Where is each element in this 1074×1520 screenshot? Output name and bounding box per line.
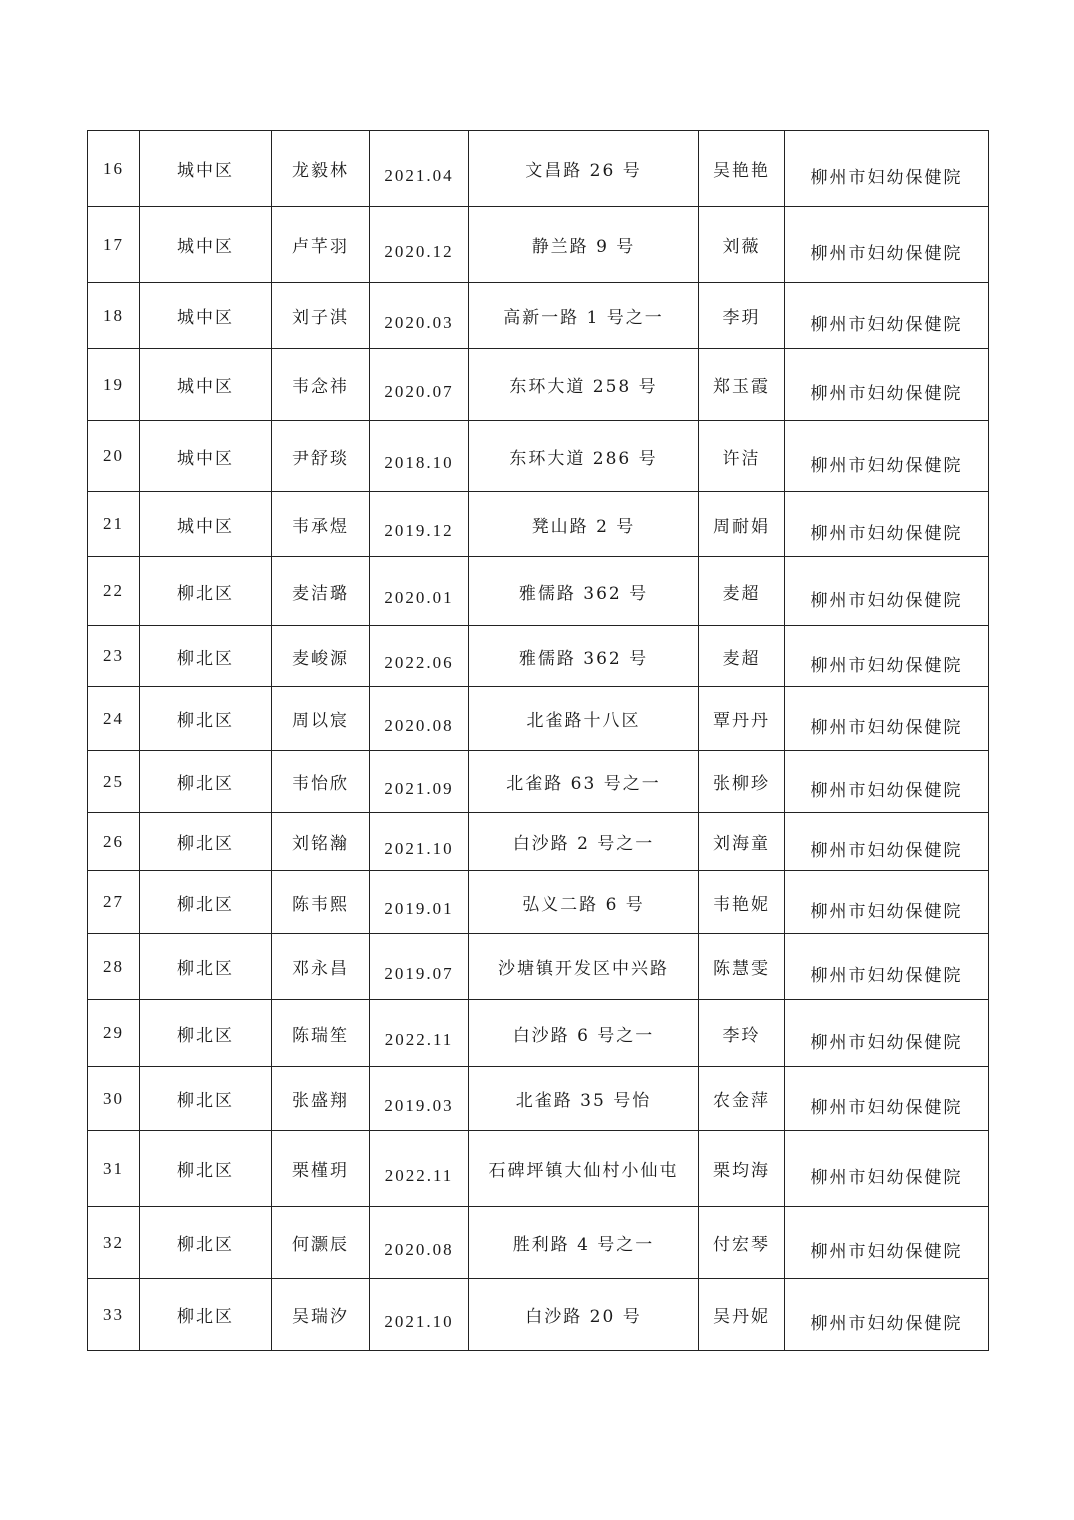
birth-date-cell-text: 2022.11 — [384, 1165, 454, 1185]
table-row — [88, 934, 989, 1000]
address-cell: 弘义二路 6 号 — [469, 871, 699, 934]
child-name-cell: 邓永昌 — [272, 934, 370, 1000]
row-number-cell: 30 — [88, 1067, 140, 1131]
child-name-cell: 尹舒琰 — [272, 421, 370, 492]
table-row — [88, 492, 989, 557]
table-row — [88, 1131, 989, 1207]
hospital-cell-text: 柳州市妇幼保健院 — [810, 244, 963, 264]
address-cell: 北雀路十八区 — [469, 687, 699, 751]
child-name-cell: 麦洁璐 — [272, 557, 370, 626]
hospital-cell — [785, 1000, 989, 1067]
child-name-cell: 陈韦熙 — [272, 871, 370, 934]
address-cell: 静兰路 9 号 — [469, 207, 699, 283]
guardian-cell: 栗均海 — [699, 1131, 785, 1207]
table-row — [88, 283, 989, 349]
hospital-cell-text: 柳州市妇幼保健院 — [810, 315, 963, 335]
row-number-cell: 18 — [88, 283, 140, 349]
hospital-cell — [785, 349, 989, 421]
child-name-cell: 刘铭瀚 — [272, 813, 370, 871]
birth-date-cell — [370, 1131, 469, 1207]
hospital-cell-text: 柳州市妇幼保健院 — [810, 1314, 963, 1334]
row-number-cell: 22 — [88, 557, 140, 626]
address-cell: 东环大道 286 号 — [469, 421, 699, 492]
hospital-cell-text: 柳州市妇幼保健院 — [810, 590, 963, 611]
district-cell: 柳北区 — [140, 871, 272, 934]
hospital-cell-text: 柳州市妇幼保健院 — [810, 655, 963, 676]
records-table — [87, 130, 989, 1351]
address-cell: 北雀路 35 号怡 — [469, 1067, 699, 1131]
district-cell: 柳北区 — [140, 626, 272, 687]
district-cell: 城中区 — [140, 492, 272, 557]
guardian-cell: 李玲 — [699, 1000, 785, 1067]
guardian-cell: 麦超 — [699, 626, 785, 687]
birth-date-cell — [370, 283, 469, 349]
table-row — [88, 1279, 989, 1351]
child-name-cell: 麦峻源 — [272, 626, 370, 687]
row-number-cell: 19 — [88, 349, 140, 421]
birth-date-cell-text: 2020.01 — [384, 588, 454, 607]
birth-date-cell-text: 2022.06 — [384, 653, 454, 672]
child-name-cell: 刘子淇 — [272, 283, 370, 349]
birth-date-cell-text: 2021.10 — [384, 838, 454, 858]
birth-date-cell — [370, 934, 469, 1000]
address-cell: 沙塘镇开发区中兴路 — [469, 934, 699, 1000]
row-number-cell: 25 — [88, 751, 140, 813]
child-name-cell: 栗槿玥 — [272, 1131, 370, 1207]
birth-date-cell-text: 2019.07 — [384, 963, 454, 983]
guardian-cell: 周耐娟 — [699, 492, 785, 557]
hospital-cell — [785, 871, 989, 934]
hospital-cell-text: 柳州市妇幼保健院 — [810, 966, 963, 986]
hospital-cell — [785, 813, 989, 871]
child-name-cell: 吴瑞汐 — [272, 1279, 370, 1351]
hospital-cell — [785, 1207, 989, 1279]
district-cell: 城中区 — [140, 207, 272, 283]
hospital-cell — [785, 1131, 989, 1207]
row-number-cell: 17 — [88, 207, 140, 283]
birth-date-cell — [370, 871, 469, 934]
hospital-cell — [785, 207, 989, 283]
row-number-cell: 26 — [88, 813, 140, 871]
table-row — [88, 557, 989, 626]
guardian-cell: 麦超 — [699, 557, 785, 626]
row-number-cell: 20 — [88, 421, 140, 492]
guardian-cell: 李玥 — [699, 283, 785, 349]
guardian-cell: 韦艳妮 — [699, 871, 785, 934]
table-row — [88, 207, 989, 283]
birth-date-cell — [370, 1067, 469, 1131]
birth-date-cell — [370, 557, 469, 626]
district-cell: 柳北区 — [140, 557, 272, 626]
table-row — [88, 1067, 989, 1131]
child-name-cell: 韦承煜 — [272, 492, 370, 557]
district-cell: 城中区 — [140, 131, 272, 207]
guardian-cell: 覃丹丹 — [699, 687, 785, 751]
address-cell: 白沙路 6 号之一 — [469, 1000, 699, 1067]
row-number-cell: 29 — [88, 1000, 140, 1067]
address-cell: 白沙路 20 号 — [469, 1279, 699, 1351]
birth-date-cell-text: 2020.07 — [384, 381, 454, 401]
guardian-cell: 付宏琴 — [699, 1207, 785, 1279]
address-cell: 东环大道 258 号 — [469, 349, 699, 421]
hospital-cell-text: 柳州市妇幼保健院 — [810, 384, 963, 404]
hospital-cell-text: 柳州市妇幼保健院 — [810, 1098, 963, 1118]
guardian-cell: 刘薇 — [699, 207, 785, 283]
guardian-cell: 农金萍 — [699, 1067, 785, 1131]
hospital-cell-text: 柳州市妇幼保健院 — [810, 901, 963, 922]
birth-date-cell — [370, 1279, 469, 1351]
row-number-cell: 24 — [88, 687, 140, 751]
birth-date-cell-text: 2018.10 — [384, 453, 454, 472]
row-number-cell: 31 — [88, 1131, 140, 1207]
hospital-cell — [785, 557, 989, 626]
district-cell: 城中区 — [140, 283, 272, 349]
hospital-cell-text: 柳州市妇幼保健院 — [810, 168, 963, 188]
address-cell: 北雀路 63 号之一 — [469, 751, 699, 813]
birth-date-cell-text: 2020.03 — [384, 312, 454, 332]
guardian-cell: 吴艳艳 — [699, 131, 785, 207]
birth-date-cell-text: 2021.10 — [384, 1311, 454, 1331]
district-cell: 城中区 — [140, 421, 272, 492]
birth-date-cell — [370, 421, 469, 492]
child-name-cell: 卢芊羽 — [272, 207, 370, 283]
hospital-cell-text: 柳州市妇幼保健院 — [810, 1168, 963, 1188]
district-cell: 柳北区 — [140, 934, 272, 1000]
address-cell: 白沙路 2 号之一 — [469, 813, 699, 871]
guardian-cell: 陈慧雯 — [699, 934, 785, 1000]
birth-date-cell-text: 2020.08 — [384, 715, 454, 735]
hospital-cell — [785, 1067, 989, 1131]
guardian-cell: 郑玉霞 — [699, 349, 785, 421]
district-cell: 柳北区 — [140, 1000, 272, 1067]
guardian-cell: 张柳珍 — [699, 751, 785, 813]
child-name-cell: 龙毅林 — [272, 131, 370, 207]
birth-date-cell-text: 2019.12 — [384, 521, 454, 540]
table-row — [88, 813, 989, 871]
birth-date-cell-text: 2021.09 — [384, 778, 454, 798]
hospital-cell — [785, 131, 989, 207]
birth-date-cell-text: 2019.03 — [384, 1095, 454, 1115]
birth-date-cell — [370, 492, 469, 557]
guardian-cell: 许洁 — [699, 421, 785, 492]
hospital-cell-text: 柳州市妇幼保健院 — [810, 718, 963, 738]
child-name-cell: 周以宸 — [272, 687, 370, 751]
row-number-cell: 32 — [88, 1207, 140, 1279]
table-row — [88, 131, 989, 207]
hospital-cell-text: 柳州市妇幼保健院 — [810, 523, 963, 544]
address-cell: 文昌路 26 号 — [469, 131, 699, 207]
district-cell: 柳北区 — [140, 1067, 272, 1131]
hospital-cell — [785, 1279, 989, 1351]
hospital-cell — [785, 626, 989, 687]
child-name-cell: 张盛翔 — [272, 1067, 370, 1131]
row-number-cell: 23 — [88, 626, 140, 687]
address-cell: 雅儒路 362 号 — [469, 626, 699, 687]
hospital-cell — [785, 492, 989, 557]
birth-date-cell — [370, 626, 469, 687]
district-cell: 柳北区 — [140, 1207, 272, 1279]
address-cell: 石碑坪镇大仙村小仙屯 — [469, 1131, 699, 1207]
child-name-cell: 韦怡欣 — [272, 751, 370, 813]
birth-date-cell — [370, 131, 469, 207]
address-cell: 胜利路 4 号之一 — [469, 1207, 699, 1279]
row-number-cell: 21 — [88, 492, 140, 557]
birth-date-cell — [370, 349, 469, 421]
birth-date-cell — [370, 1000, 469, 1067]
table-row — [88, 751, 989, 813]
hospital-cell — [785, 687, 989, 751]
row-number-cell: 33 — [88, 1279, 140, 1351]
hospital-cell-text: 柳州市妇幼保健院 — [810, 1242, 963, 1262]
child-name-cell: 韦念祎 — [272, 349, 370, 421]
hospital-cell-text: 柳州市妇幼保健院 — [810, 781, 963, 801]
district-cell: 柳北区 — [140, 813, 272, 871]
address-cell: 高新一路 1 号之一 — [469, 283, 699, 349]
hospital-cell — [785, 283, 989, 349]
birth-date-cell-text: 2022.11 — [384, 1030, 454, 1049]
table-row — [88, 421, 989, 492]
table-body — [88, 131, 989, 1351]
child-name-cell: 何灏辰 — [272, 1207, 370, 1279]
hospital-cell — [785, 934, 989, 1000]
district-cell: 柳北区 — [140, 1279, 272, 1351]
hospital-cell-text: 柳州市妇幼保健院 — [810, 841, 963, 861]
table-row — [88, 687, 989, 751]
row-number-cell: 28 — [88, 934, 140, 1000]
birth-date-cell — [370, 687, 469, 751]
birth-date-cell-text: 2020.08 — [384, 1239, 454, 1259]
address-cell: 雅儒路 362 号 — [469, 557, 699, 626]
address-cell: 凳山路 2 号 — [469, 492, 699, 557]
birth-date-cell — [370, 207, 469, 283]
guardian-cell: 刘海童 — [699, 813, 785, 871]
guardian-cell: 吴丹妮 — [699, 1279, 785, 1351]
birth-date-cell — [370, 1207, 469, 1279]
district-cell: 柳北区 — [140, 687, 272, 751]
birth-date-cell — [370, 751, 469, 813]
hospital-cell-text: 柳州市妇幼保健院 — [810, 455, 963, 476]
district-cell: 城中区 — [140, 349, 272, 421]
birth-date-cell — [370, 813, 469, 871]
table-row — [88, 1207, 989, 1279]
table-row — [88, 1000, 989, 1067]
hospital-cell — [785, 751, 989, 813]
hospital-cell-text: 柳州市妇幼保健院 — [810, 1032, 963, 1053]
district-cell: 柳北区 — [140, 1131, 272, 1207]
table-row — [88, 626, 989, 687]
table-row — [88, 871, 989, 934]
row-number-cell: 16 — [88, 131, 140, 207]
hospital-cell — [785, 421, 989, 492]
birth-date-cell-text: 2019.01 — [384, 899, 454, 918]
child-name-cell: 陈瑞笙 — [272, 1000, 370, 1067]
table-row — [88, 349, 989, 421]
district-cell: 柳北区 — [140, 751, 272, 813]
birth-date-cell-text: 2021.04 — [384, 165, 454, 185]
row-number-cell: 27 — [88, 871, 140, 934]
birth-date-cell-text: 2020.12 — [384, 241, 454, 261]
